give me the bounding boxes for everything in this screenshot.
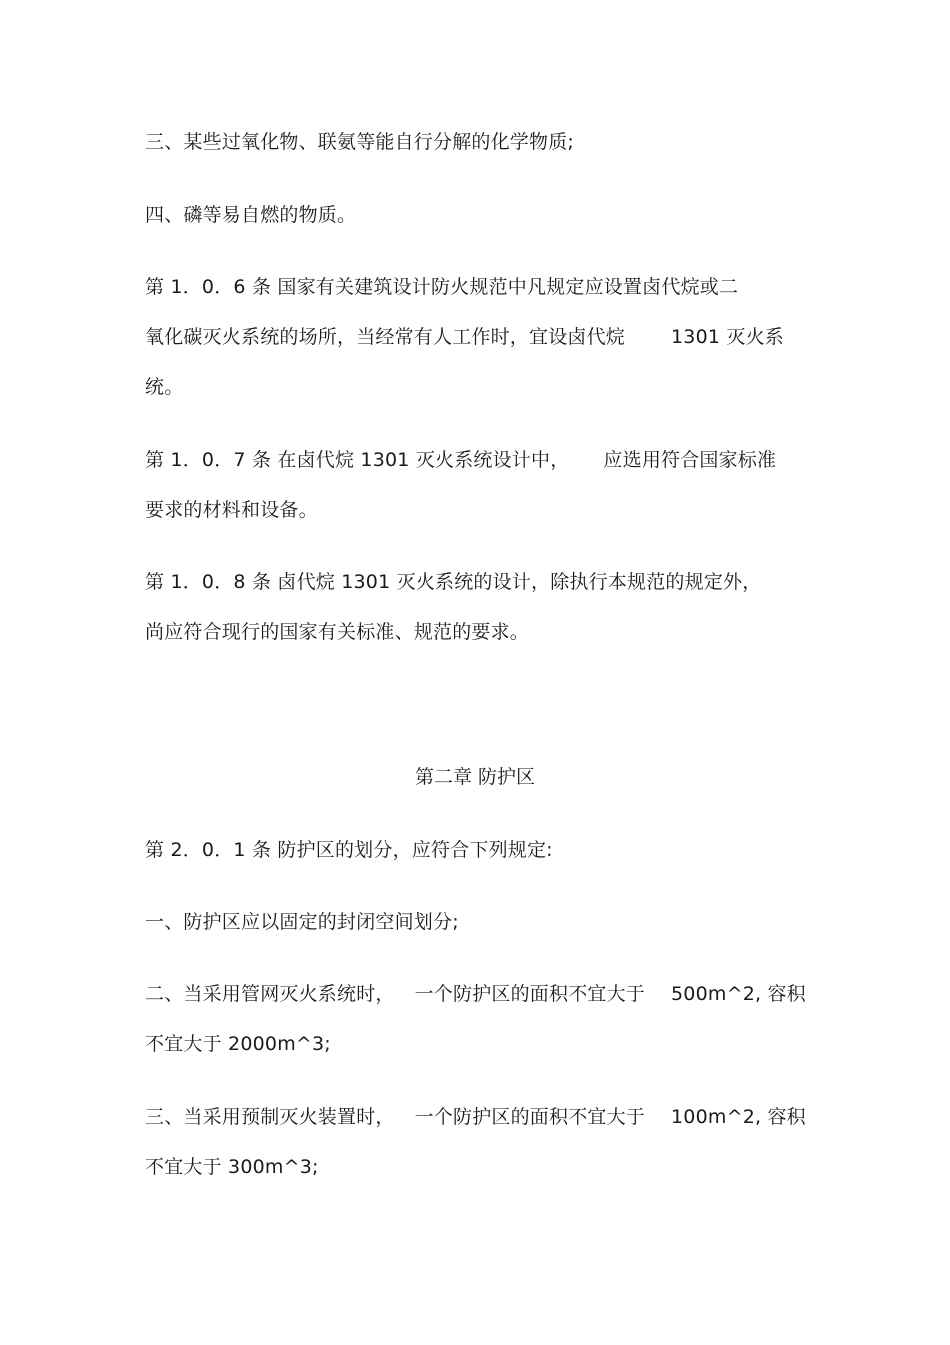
article-1-0-8-line-1: 第 1．0．8 条 卤代烷 1301 灭火系统的设计，除执行本规范的规定外， [145, 571, 762, 593]
article-1-0-6-line-2 [145, 324, 784, 350]
article-1-0-6-line-3: 统。 [145, 376, 184, 398]
item-three-part-b: 一个防护区的面积不宜大于 [414, 1106, 646, 1128]
article-1-0-7-line-1-part-a: 第 1．0．7 条 在卤代烷 1301 灭火系统设计中， [145, 449, 570, 471]
article-2-0-1-item-three-line-1 [145, 1104, 806, 1130]
article-1-0-6-line-2-part-b: 1301 灭火系 [671, 326, 785, 348]
article-1-0-7-line-1-part-b: 应选用符合国家标准 [603, 449, 777, 471]
chapter-title: 第二章 防护区 [414, 766, 536, 788]
item-two-part-c: 500m^2, 容积 [671, 983, 806, 1005]
item-two-part-b: 一个防护区的面积不宜大于 [414, 983, 646, 1005]
paragraph-item-four: 四、磷等易自燃的物质。 [145, 204, 357, 226]
article-1-0-7-line-1 [145, 447, 776, 473]
article-2-0-1-item-three-line-2: 不宜大于 300m^3; [145, 1156, 319, 1178]
article-2-0-1-item-two-line-2: 不宜大于 2000m^3; [145, 1033, 331, 1055]
paragraph-item-three: 三、某些过氧化物、联氨等能自行分解的化学物质; [145, 131, 575, 153]
article-2-0-1-item-two-line-1 [145, 981, 806, 1007]
article-2-0-1-item-one: 一、防护区应以固定的封闭空间划分; [145, 911, 459, 933]
article-1-0-8-line-2: 尚应符合现行的国家有关标准、规范的要求。 [145, 621, 530, 643]
article-1-0-6-line-2-part-a: 氧化碳灭火系统的场所，当经常有人工作时，宜设卤代烷 [145, 326, 626, 348]
item-three-part-c: 100m^2, 容积 [671, 1106, 806, 1128]
item-two-part-a: 二、当采用管网灭火系统时， [145, 983, 395, 1005]
article-2-0-1: 第 2．0．1 条 防护区的划分，应符合下列规定: [145, 839, 553, 861]
item-three-part-a: 三、当采用预制灭火装置时， [145, 1106, 395, 1128]
article-1-0-7-line-2: 要求的材料和设备。 [145, 499, 318, 521]
article-1-0-6-line-1: 第 1．0．6 条 国家有关建筑设计防火规范中凡规定应设置卤代烷或二 [145, 276, 739, 298]
